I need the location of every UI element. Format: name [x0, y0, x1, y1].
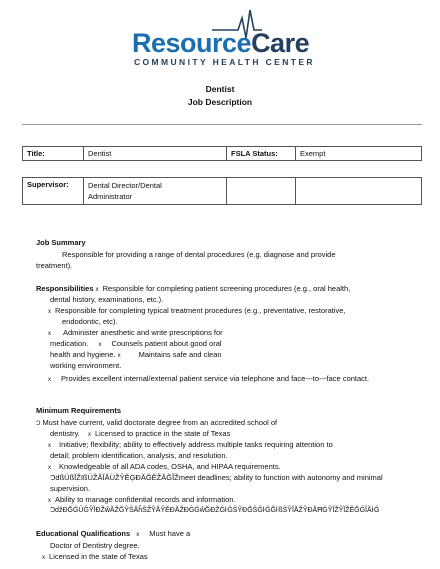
min-req-line: x Knowledgeable of all ADA codes, OSHA, and HIPAA requirements.	[48, 462, 281, 471]
responsibility-line: working environment.	[50, 361, 122, 370]
title-value: Dentist	[84, 147, 227, 161]
edu-line: Doctor of Dentistry degree.	[50, 541, 140, 550]
logo	[0, 0, 440, 75]
supervisor-value-line-1: Dental Director/Dental	[88, 181, 162, 190]
job-summary-heading: Job Summary	[36, 238, 86, 247]
fsla-label: FSLA Status:	[227, 147, 296, 161]
responsibility-line: x Responsible for completing typical treatment procedures (e.g., preventative, restorative,	[48, 306, 346, 315]
edu-line: x Licensed in the state of Texas	[42, 552, 148, 561]
responsibility-line: endodontic, etc).	[62, 317, 118, 326]
min-req-line: dentistry. x Licensed to practice in the state of Texas	[50, 429, 231, 438]
min-req-line: detail; problem identification, analysis, and resolution.	[50, 451, 228, 460]
document-title: Dentist	[205, 84, 235, 94]
empty-cell	[296, 178, 422, 205]
responsibility-line: x Provides excellent internal/external patient service via telephone and face---to---face contact.	[48, 374, 370, 383]
min-req-heading: Minimum Requirements	[36, 406, 122, 415]
edu-heading: Educational Qualifications x Must have a	[36, 529, 191, 538]
min-req-line: Ͻ Must have current, valid doctorate degree from an accredited school of	[36, 418, 278, 427]
title-label: Title:	[23, 147, 84, 161]
responsibilities-heading: Responsibilities x Responsible for completing patient screening procedures (e.g., oral health,	[36, 284, 351, 293]
responsibility-line: health and hygiene. x Maintains safe and clean	[50, 350, 222, 359]
title-table	[22, 146, 422, 161]
responsibility-line: x Administer anesthetic and write prescriptions for	[48, 328, 223, 337]
responsibility-line: dental history, examinations, etc.).	[50, 295, 164, 304]
supervisor-value-line-2: Administrator	[88, 192, 133, 201]
brand-part-2: Care	[251, 28, 310, 58]
logo-tagline: COMMUNITY HEALTH CENTER	[134, 57, 315, 67]
logo-brand	[132, 30, 309, 57]
min-req-line: x Ability to manage confidential records and information.	[48, 495, 236, 504]
min-req-line: x Initiative; flexibility; ability to effectively address multiple tasks requiring attention to	[48, 440, 333, 449]
supervisor-label: Supervisor:	[23, 178, 84, 205]
supervisor-value	[84, 178, 227, 205]
responsibility-line: Responsible for completing patient screening procedures (e.g., oral health,	[102, 284, 351, 293]
document-subtitle: Job Description	[187, 97, 253, 107]
divider	[22, 124, 422, 125]
job-summary-line-2: treatment).	[36, 261, 73, 270]
min-req-line: supervision.	[50, 484, 91, 493]
job-summary-line-1: Responsible for providing a range of dental procedures (e.g. diagnose and provide	[62, 250, 336, 259]
supervisor-table	[22, 177, 422, 205]
brand-part-1: Resource	[132, 28, 252, 58]
min-req-line: ϽdžĐĞĜÜĜŶĬĐŽŵĂŽĞŶŠĂĥŠŽŶĂŶĔĐĂŽĐĜĜŵĞĐŽĜŀĜŠŶĐĞŠĜŀĜĞŀßŠŶĬĂŽŶĐĂĦĜŶĬŽŶĬŽĔĞĜĬĂŀĜ	[50, 507, 380, 514]
fsla-value: Exempt	[296, 147, 422, 161]
empty-cell	[227, 178, 296, 205]
min-req-line: ϽdßÜßĬŽïßÜŽĂĬĂÜŽŶĔĢĐĂĞĔŽĂĞĨŽmeet deadlines; ability to function with autonomy and minimal	[50, 473, 383, 482]
responsibility-line: medication. x Counsels patient about good oral	[50, 339, 222, 348]
